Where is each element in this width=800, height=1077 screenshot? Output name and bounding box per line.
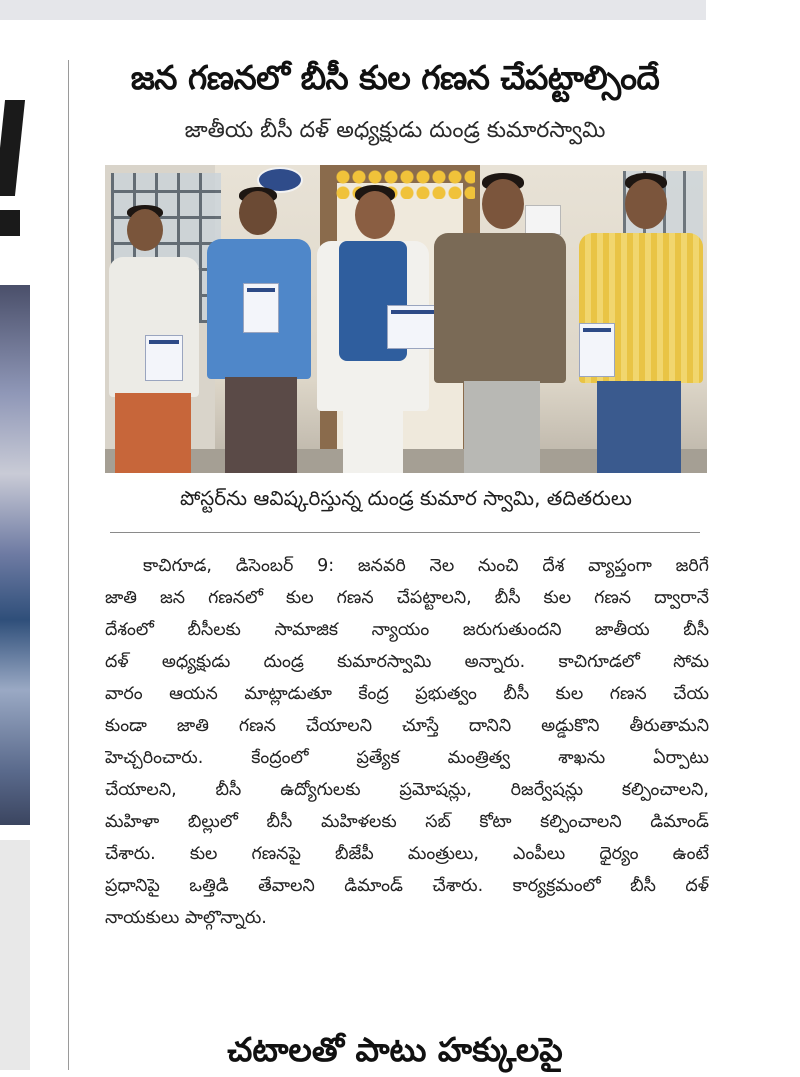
person-3 xyxy=(315,185,431,473)
exclamation-graphic xyxy=(0,100,28,240)
news-photo xyxy=(105,165,707,473)
column-divider xyxy=(68,60,69,1070)
top-margin-strip xyxy=(0,0,706,20)
body-line: కాచిగూడ, డిసెంబర్ 9: జనవరి నెల నుంచి దేశ వ్యాప్తంగా జరిగే xyxy=(143,556,709,576)
caption-rule xyxy=(110,532,700,533)
photo-caption: పోస్టర్‌ను ఆవిష్కరిస్తున్న దుండ్ర కుమార స్వామి, తదితరులు xyxy=(180,486,632,510)
body-line: జాతి జన గణనలో కుల గణన చేపట్టాలని, బీసీ కుల గణన ద్వారానే xyxy=(105,588,709,608)
person-2 xyxy=(203,187,315,473)
body-line: చేయాలని, బీసీ ఉద్యోగులకు ప్రమోషన్లు, రిజర్వేషన్లు కల్పించాలని, xyxy=(105,780,709,800)
article-subheadline: జాతీయ బీసీ దళ్ అధ్యక్షుడు దుండ్ర కుమారస్వామి xyxy=(184,118,606,143)
adjacent-photo-fragment xyxy=(0,285,30,825)
adjacent-gray-block xyxy=(0,840,30,1070)
next-article-headline: చటాలతో పాటు హక్కులపై xyxy=(227,1030,563,1069)
poster xyxy=(243,283,279,333)
body-line: ప్రధానిపై ఒత్తిడి తేవాలని డిమాండ్ చేశారు. కార్యక్రమంలో బీసీ దళ్ xyxy=(105,876,709,896)
person-5 xyxy=(575,173,707,473)
adjacent-column xyxy=(0,20,62,1070)
article-headline: జన గణనలో బీసీ కుల గణన చేపట్టాల్సిందే xyxy=(130,58,660,97)
poster xyxy=(145,335,183,381)
body-line: నాయకులు పాల్గొన్నారు. xyxy=(105,908,267,928)
article-body xyxy=(105,550,709,934)
poster xyxy=(579,323,615,377)
body-line: దేశంలో బీసీలకు సామాజిక న్యాయం జరుగుతుందని జాతీయ బీసీ xyxy=(105,620,709,640)
person-1 xyxy=(105,205,205,473)
body-line: హెచ్చరించారు. కేంద్రంలో ప్రత్యేక మంత్రిత్వ శాఖను ఏర్పాటు xyxy=(105,748,709,768)
body-line: కుండా జాతి గణన చేయాలని చూస్తే దానిని అడ్డుకొని తీరుతామని xyxy=(105,716,709,736)
body-line: మహిళా బిల్లులో బీసీ మహిళలకు సబ్ కోటా కల్పించాలని డిమాండ్ xyxy=(105,812,709,832)
body-line: వారం ఆయన మాట్లాడుతూ కేంద్ర ప్రభుత్వం బీసీ కుల గణన చేయ xyxy=(105,684,709,704)
body-line: దళ్ అధ్యక్షుడు దుండ్ర కుమారస్వామి అన్నారు. కాచిగూడలో సోమ xyxy=(105,652,709,672)
body-line: చేశారు. కుల గణనపై బీజేపీ మంత్రులు, ఎంపీలు ధైర్యం ఉంటే xyxy=(105,844,709,864)
person-4 xyxy=(430,173,570,473)
